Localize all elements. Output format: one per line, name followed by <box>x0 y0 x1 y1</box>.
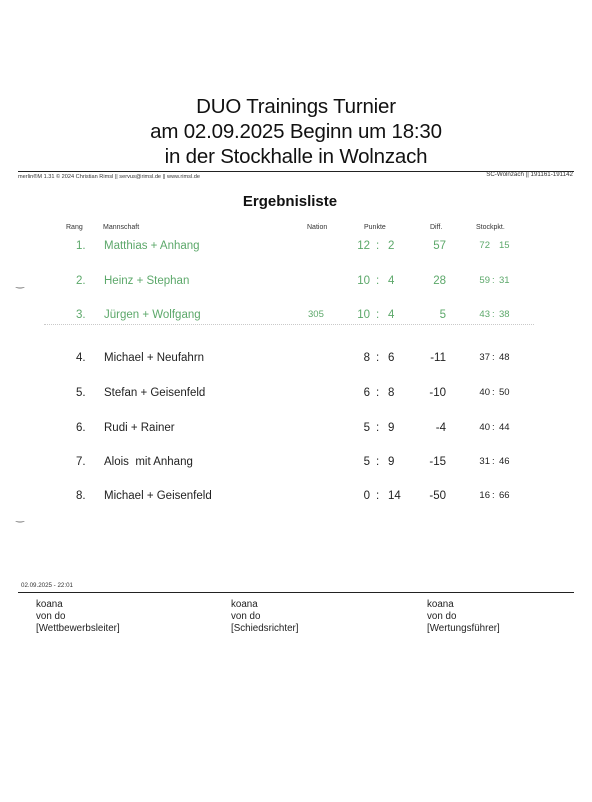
difference: -10 <box>429 387 446 399</box>
points-separator: : <box>376 275 380 287</box>
points-won: 10 <box>357 275 370 287</box>
stock-points-against: 48 <box>499 352 510 363</box>
stock-points-for: 40 <box>479 422 490 433</box>
stock-points-against: 44 <box>499 422 510 433</box>
team-name: Heinz + Stephan <box>104 275 190 287</box>
footer-divider <box>18 592 574 593</box>
points-won: 6 <box>363 387 370 399</box>
points-lost: 9 <box>388 456 395 468</box>
title-line-2: am 02.09.2025 Beginn um 18:30 <box>150 120 442 143</box>
results-heading: Ergebnisliste <box>242 193 338 210</box>
difference: -11 <box>430 352 446 364</box>
points-separator: : <box>376 309 380 321</box>
points-separator: : <box>376 387 380 399</box>
rank: 8. <box>76 490 86 502</box>
signature-name: koana <box>231 599 258 610</box>
stock-points-for: 43 <box>479 309 490 320</box>
table-row <box>0 240 592 260</box>
stock-points-separator: : <box>492 309 495 320</box>
difference: -4 <box>435 422 446 434</box>
points-won: 5 <box>363 456 370 468</box>
signature-block-wettbewerbsleiter <box>36 599 120 634</box>
stock-points-for: 31 <box>479 456 490 467</box>
points-won: 0 <box>363 490 370 502</box>
column-header-punkte: Punkte <box>364 224 386 231</box>
stock-points-against: 46 <box>499 456 510 467</box>
signature-origin: von do <box>427 610 457 622</box>
document-title <box>0 94 592 169</box>
rank: 1. <box>76 240 86 252</box>
rank: 3. <box>76 309 86 321</box>
team-name: Rudi + Rainer <box>104 422 175 434</box>
table-row <box>0 422 592 442</box>
team-name: Stefan + Geisenfeld <box>104 387 206 399</box>
rank: 5. <box>76 387 86 399</box>
title-line-1: DUO Trainings Turnier <box>196 95 396 118</box>
club-id: SC-Wolnzach || 191161-191142 <box>486 171 573 178</box>
difference: 28 <box>433 275 446 287</box>
column-header-nation: Nation <box>307 224 328 231</box>
table-row <box>0 309 592 329</box>
stock-points-for: 16 <box>479 490 490 501</box>
signature-block-schiedsrichter <box>231 599 299 634</box>
points-won: 12 <box>357 240 370 252</box>
rank: 4. <box>76 352 86 364</box>
difference: 5 <box>439 309 446 321</box>
scan-mark: ‿ <box>16 512 25 523</box>
rank: 7. <box>76 456 86 468</box>
table-row <box>0 275 592 295</box>
column-header-mannschaft: Mannschaft <box>103 224 140 231</box>
table-row <box>0 490 592 510</box>
points-lost: 4 <box>388 309 395 321</box>
stock-points-for: 37 <box>479 352 490 363</box>
points-lost: 6 <box>388 352 395 364</box>
team-name: Michael + Geisenfeld <box>104 490 212 502</box>
points-separator: : <box>376 490 380 502</box>
software-credit: merlin®M 1.31 © 2024 Christian Rimsl || servus@rimsl.de || www.rimsl.de <box>18 174 200 180</box>
stock-points-separator: : <box>492 422 495 433</box>
team-name: Alois mit Anhang <box>104 456 193 468</box>
points-won: 8 <box>363 352 370 364</box>
difference: -50 <box>429 490 446 502</box>
signature-origin: von do <box>36 610 66 622</box>
nation: 305 <box>308 309 324 320</box>
print-timestamp: 02.09.2025 - 22:01 <box>21 582 73 589</box>
signature-role: [Wertungsführer] <box>427 622 500 634</box>
points-separator: : <box>376 456 380 468</box>
stock-points-separator: : <box>492 456 495 467</box>
stock-points-against: 38 <box>499 309 510 320</box>
difference: 57 <box>433 240 446 252</box>
rank: 6. <box>76 422 86 434</box>
signature-origin: von do <box>231 610 261 622</box>
table-row <box>0 387 592 407</box>
signature-role: [Schiedsrichter] <box>231 622 299 634</box>
points-lost: 9 <box>388 422 395 434</box>
stock-points-against: 15 <box>499 240 510 251</box>
title-line-3: in der Stockhalle in Wolnzach <box>164 145 428 168</box>
team-name: Michael + Neufahrn <box>104 352 205 364</box>
stock-points-separator: : <box>492 490 495 501</box>
points-lost: 8 <box>388 387 395 399</box>
team-name: Matthias + Anhang <box>104 240 200 252</box>
points-lost: 2 <box>388 240 395 252</box>
column-header-stockpkt: Stockpkt. <box>476 224 505 231</box>
stock-points-separator: : <box>492 352 495 363</box>
stock-points-against: 50 <box>499 387 510 398</box>
table-row <box>0 456 592 476</box>
stock-points-separator: : <box>492 275 495 286</box>
points-separator: : <box>376 352 380 364</box>
points-lost: 14 <box>388 490 401 502</box>
points-lost: 4 <box>388 275 395 287</box>
stock-points-separator: : <box>492 387 495 398</box>
signature-name: koana <box>427 599 454 610</box>
column-header-diff: Diff. <box>430 224 443 231</box>
podium-divider <box>44 324 534 325</box>
points-won: 10 <box>357 309 370 321</box>
scan-mark: ‿ <box>16 278 25 289</box>
points-separator: : <box>376 240 380 252</box>
stock-points-against: 31 <box>499 275 510 286</box>
stock-points-for: 59 <box>479 275 490 286</box>
signature-name: koana <box>36 599 63 610</box>
points-separator: : <box>376 422 380 434</box>
stock-points-for: 72 <box>479 240 490 251</box>
signature-block-wertungsfuehrer <box>427 599 500 634</box>
signature-role: [Wettbewerbsleiter] <box>36 622 120 634</box>
stock-points-against: 66 <box>499 490 510 501</box>
table-row <box>0 352 592 372</box>
rank: 2. <box>76 275 86 287</box>
column-header-rang: Rang <box>66 224 83 231</box>
difference: -15 <box>429 456 446 468</box>
points-won: 5 <box>363 422 370 434</box>
team-name: Jürgen + Wolfgang <box>104 309 201 321</box>
stock-points-for: 40 <box>479 387 490 398</box>
